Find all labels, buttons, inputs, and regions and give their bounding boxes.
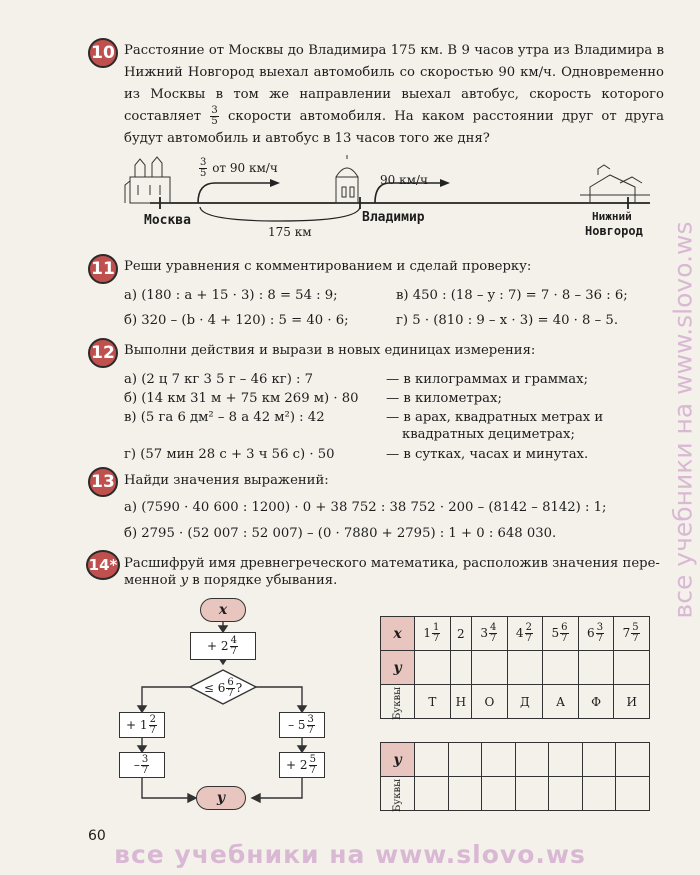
city-nizhny-line2: Новгород: [585, 224, 643, 238]
task-10-text-part2: скорости автомобиля. На каком расстоянии друг от друга будут автомобиль и автобус в 13 часов того же дня?: [124, 109, 664, 146]
city-nizhny-line1: Нижний: [592, 210, 632, 223]
task-12-title: Выполни действия и вырази в новых единицах измерения:: [124, 343, 536, 358]
letter-cell: А: [543, 685, 579, 719]
watermark-side: все учебники на www.slovo.ws: [668, 221, 698, 619]
unit-target-a: — в килограммах и граммах;: [386, 372, 589, 387]
answer-cell[interactable]: [515, 777, 549, 811]
car-speed-label: 90 км/ч: [380, 173, 428, 187]
y-header: y: [381, 651, 415, 685]
task-number-10: 10: [88, 38, 118, 68]
answer-cell[interactable]: [578, 651, 614, 685]
letter-cell: Н: [450, 685, 471, 719]
answer-cell[interactable]: [450, 651, 471, 685]
distance-label: 175 км: [268, 225, 312, 239]
answer-cell[interactable]: [549, 743, 583, 777]
task-14-text-line1: Расшифруй имя древнегреческого математика, расположив значения пере-: [124, 556, 660, 571]
flow-left-step1: + 1 $\frac{2}{7}$: [119, 712, 165, 738]
answer-cell[interactable]: [582, 777, 616, 811]
x-value: 7 $\frac{5}{7}$: [614, 617, 650, 651]
fraction: $\frac{6}{7}$: [227, 677, 234, 699]
fraction: $\frac{4}{7}$: [230, 635, 237, 657]
letter-cell: О: [472, 685, 508, 719]
answer-cell[interactable]: [507, 651, 543, 685]
answer-cell[interactable]: [448, 743, 482, 777]
task-14-text-line2: менной y в порядке убывания.: [124, 573, 338, 588]
answer-cell[interactable]: [415, 743, 449, 777]
x-value: 6 $\frac{3}{7}$: [578, 617, 614, 651]
answer-cell[interactable]: [415, 651, 451, 685]
unit-expression-v: в) (5 га 6 дм² – 8 а 42 м²) : 42: [124, 410, 325, 425]
table-row-x: [381, 617, 650, 651]
decode-table-1: [380, 616, 650, 719]
fraction: $\frac{3}{7}$: [596, 622, 604, 644]
letter-cell: Т: [415, 685, 451, 719]
variable-y: y: [180, 573, 189, 588]
answer-cell[interactable]: [482, 777, 516, 811]
task-number-12: 12: [88, 338, 118, 368]
expression-b: б) 2795 · (52 007 : 52 007) – (0 · 7880 + 2795) : 1 + 0 : 648 030.: [124, 526, 557, 541]
bus-speed-label: $\frac{3}{5}$ от 90 км/ч: [200, 157, 278, 179]
answer-cell[interactable]: [616, 777, 650, 811]
task-10-text: [124, 40, 664, 150]
flow-start: x: [200, 598, 246, 622]
table-row-letters: [381, 777, 650, 811]
x-value: 5 $\frac{6}{7}$: [543, 617, 579, 651]
unit-target-v-cont: квадратных дециметрах;: [402, 427, 575, 442]
task-number-14: 14*: [86, 550, 120, 580]
equation-a: а) (180 : a + 15 · 3) : 8 = 54 : 9;: [124, 288, 338, 303]
flow-left-step2: – $\frac{3}{7}$: [119, 752, 165, 778]
task-13-title: Найди значения выражений:: [124, 473, 329, 488]
answer-cell[interactable]: [482, 743, 516, 777]
x-value: 4 $\frac{2}{7}$: [507, 617, 543, 651]
table-row-y: [381, 651, 650, 685]
unit-target-v: — в арах, квадратных метрах и: [386, 410, 604, 425]
answer-cell[interactable]: [582, 743, 616, 777]
task-11-title: Реши уравнения с комментированием и сделай проверку:: [124, 259, 532, 274]
fraction: $\frac{3}{7}$: [141, 754, 149, 776]
answer-cell[interactable]: [415, 777, 449, 811]
letters-header: Буквы: [381, 685, 415, 719]
city-vladimir: Владимир: [362, 210, 425, 225]
letters-header: Буквы: [381, 777, 415, 811]
task-10-text-part1: Расстояние от Москвы до Владимира 175 км. В 9 часов утра из Владимира в Нижний Новгород выехал автомобиль со скоростью 90 км/ч. Одновременно из Москвы в том же направлении выехал автобус, скорость которого составляет: [124, 43, 664, 124]
answer-cell[interactable]: [472, 651, 508, 685]
table-row-letters: [381, 685, 650, 719]
flow-step-add: + 2 $\frac{4}{7}$: [190, 632, 256, 660]
expression-a: а) (7590 · 40 600 : 1200) · 0 + 38 752 : 38 752 · 200 – (8142 – 8142) : 1;: [124, 500, 607, 515]
page-number: 60: [88, 828, 106, 844]
watermark-bottom: все учебники на www.slovo.ws: [114, 840, 586, 869]
fraction: $\frac{3}{5}$: [200, 157, 207, 179]
fraction: $\frac{3}{5}$: [211, 105, 218, 127]
answer-cell[interactable]: [515, 743, 549, 777]
answer-cell[interactable]: [543, 651, 579, 685]
fraction: $\frac{1}{7}$: [432, 622, 440, 644]
fraction: $\frac{3}{7}$: [307, 714, 314, 736]
x-value: 2: [450, 617, 471, 651]
table-row-y: [381, 743, 650, 777]
flow-condition: ≤ 6 $\frac{6}{7}$ ?: [203, 677, 243, 699]
equation-g: г) 5 · (810 : 9 – x · 3) = 40 · 8 – 5.: [396, 313, 619, 328]
fraction: $\frac{2}{7}$: [525, 622, 532, 644]
unit-expression-a: а) (2 ц 7 кг 3 5 г – 46 кг) : 7: [124, 372, 314, 387]
decode-table-2: [380, 742, 650, 811]
fraction: $\frac{5}{7}$: [632, 622, 639, 644]
fraction: $\frac{2}{7}$: [149, 714, 156, 736]
equation-b: б) 320 – (b · 4 + 120) : 5 = 40 · 6;: [124, 313, 349, 328]
x-value: 1 $\frac{1}{7}$: [415, 617, 451, 651]
task-number-13: 13: [88, 467, 118, 497]
unit-expression-g: г) (57 мин 28 с + 3 ч 56 с) · 50: [124, 447, 335, 462]
unit-target-b: — в километрах;: [386, 391, 502, 406]
fraction: $\frac{6}{7}$: [561, 622, 568, 644]
equation-v: в) 450 : (18 – y : 7) = 7 · 8 – 36 : 6;: [396, 288, 628, 303]
y-header: y: [381, 743, 415, 777]
unit-target-g: — в сутках, часах и минутах.: [386, 447, 589, 462]
letter-cell: И: [614, 685, 650, 719]
answer-cell[interactable]: [549, 777, 583, 811]
flow-end: y: [196, 786, 246, 810]
fraction: $\frac{5}{7}$: [309, 754, 316, 776]
answer-cell[interactable]: [448, 777, 482, 811]
unit-expression-b: б) (14 км 31 м + 75 км 269 м) · 80: [124, 391, 359, 406]
answer-cell[interactable]: [614, 651, 650, 685]
flow-right-step2: + 2 $\frac{5}{7}$: [279, 752, 325, 778]
letter-cell: Ф: [578, 685, 614, 719]
city-moscow: Москва: [144, 213, 191, 228]
fraction: $\frac{4}{7}$: [490, 622, 497, 644]
answer-cell[interactable]: [616, 743, 650, 777]
x-header: x: [381, 617, 415, 651]
flow-right-step1: – 5 $\frac{3}{7}$: [279, 712, 325, 738]
letter-cell: Д: [507, 685, 543, 719]
x-value: 3 $\frac{4}{7}$: [472, 617, 508, 651]
task-number-11: 11: [88, 254, 118, 284]
